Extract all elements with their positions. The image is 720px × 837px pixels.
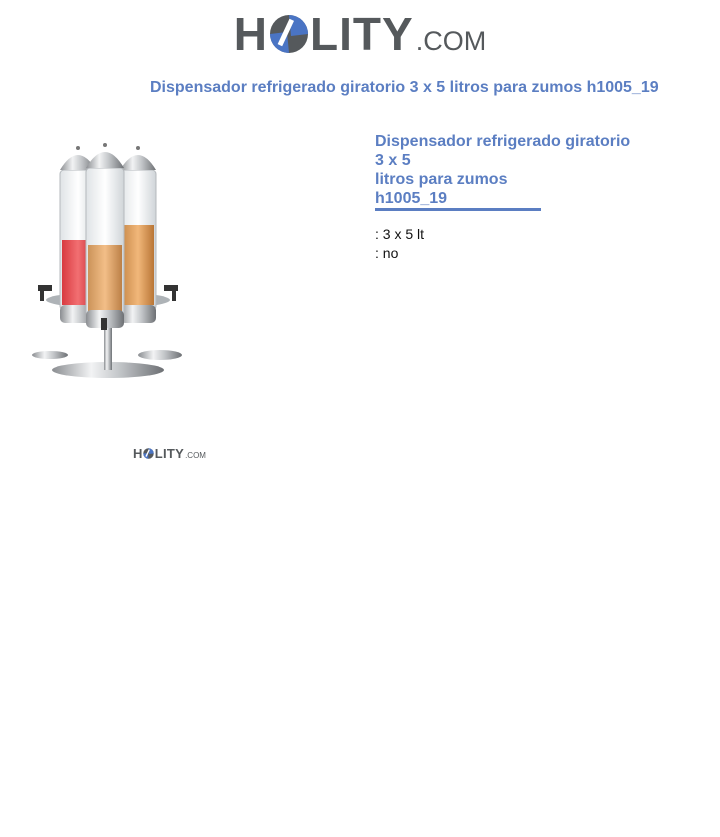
heading-underline bbox=[375, 208, 541, 211]
product-heading bbox=[375, 132, 675, 208]
product-heading-line: Dispensador refrigerado giratorio bbox=[375, 133, 631, 150]
product-image bbox=[28, 140, 188, 385]
product-info bbox=[375, 132, 675, 263]
footer-logo-letter-h: H bbox=[133, 446, 143, 461]
footer-logo-domain: .COM bbox=[185, 451, 206, 460]
footer-logo-o-icon bbox=[143, 448, 154, 459]
footer-logo-letters: LITY bbox=[154, 446, 185, 461]
product-specs bbox=[375, 225, 675, 263]
logo-domain: .COM bbox=[415, 26, 487, 56]
product-heading-line: 3 x 5 bbox=[375, 152, 411, 169]
footer-logo bbox=[133, 446, 206, 461]
logo-o-icon bbox=[269, 14, 309, 54]
logo-letter-h: H bbox=[233, 8, 269, 60]
site-logo[interactable] bbox=[0, 8, 720, 60]
product-heading-line: h1005_19 bbox=[375, 190, 448, 207]
page-title: Dispensador refrigerado giratorio 3 x 5 litros para zumos h1005_19 bbox=[150, 79, 659, 96]
spec-capacity: : 3 x 5 lt bbox=[375, 226, 425, 242]
spec-refrigerated: : no bbox=[375, 245, 399, 261]
product-heading-line: litros para zumos bbox=[375, 171, 508, 188]
logo-letters: LITY bbox=[310, 8, 414, 60]
